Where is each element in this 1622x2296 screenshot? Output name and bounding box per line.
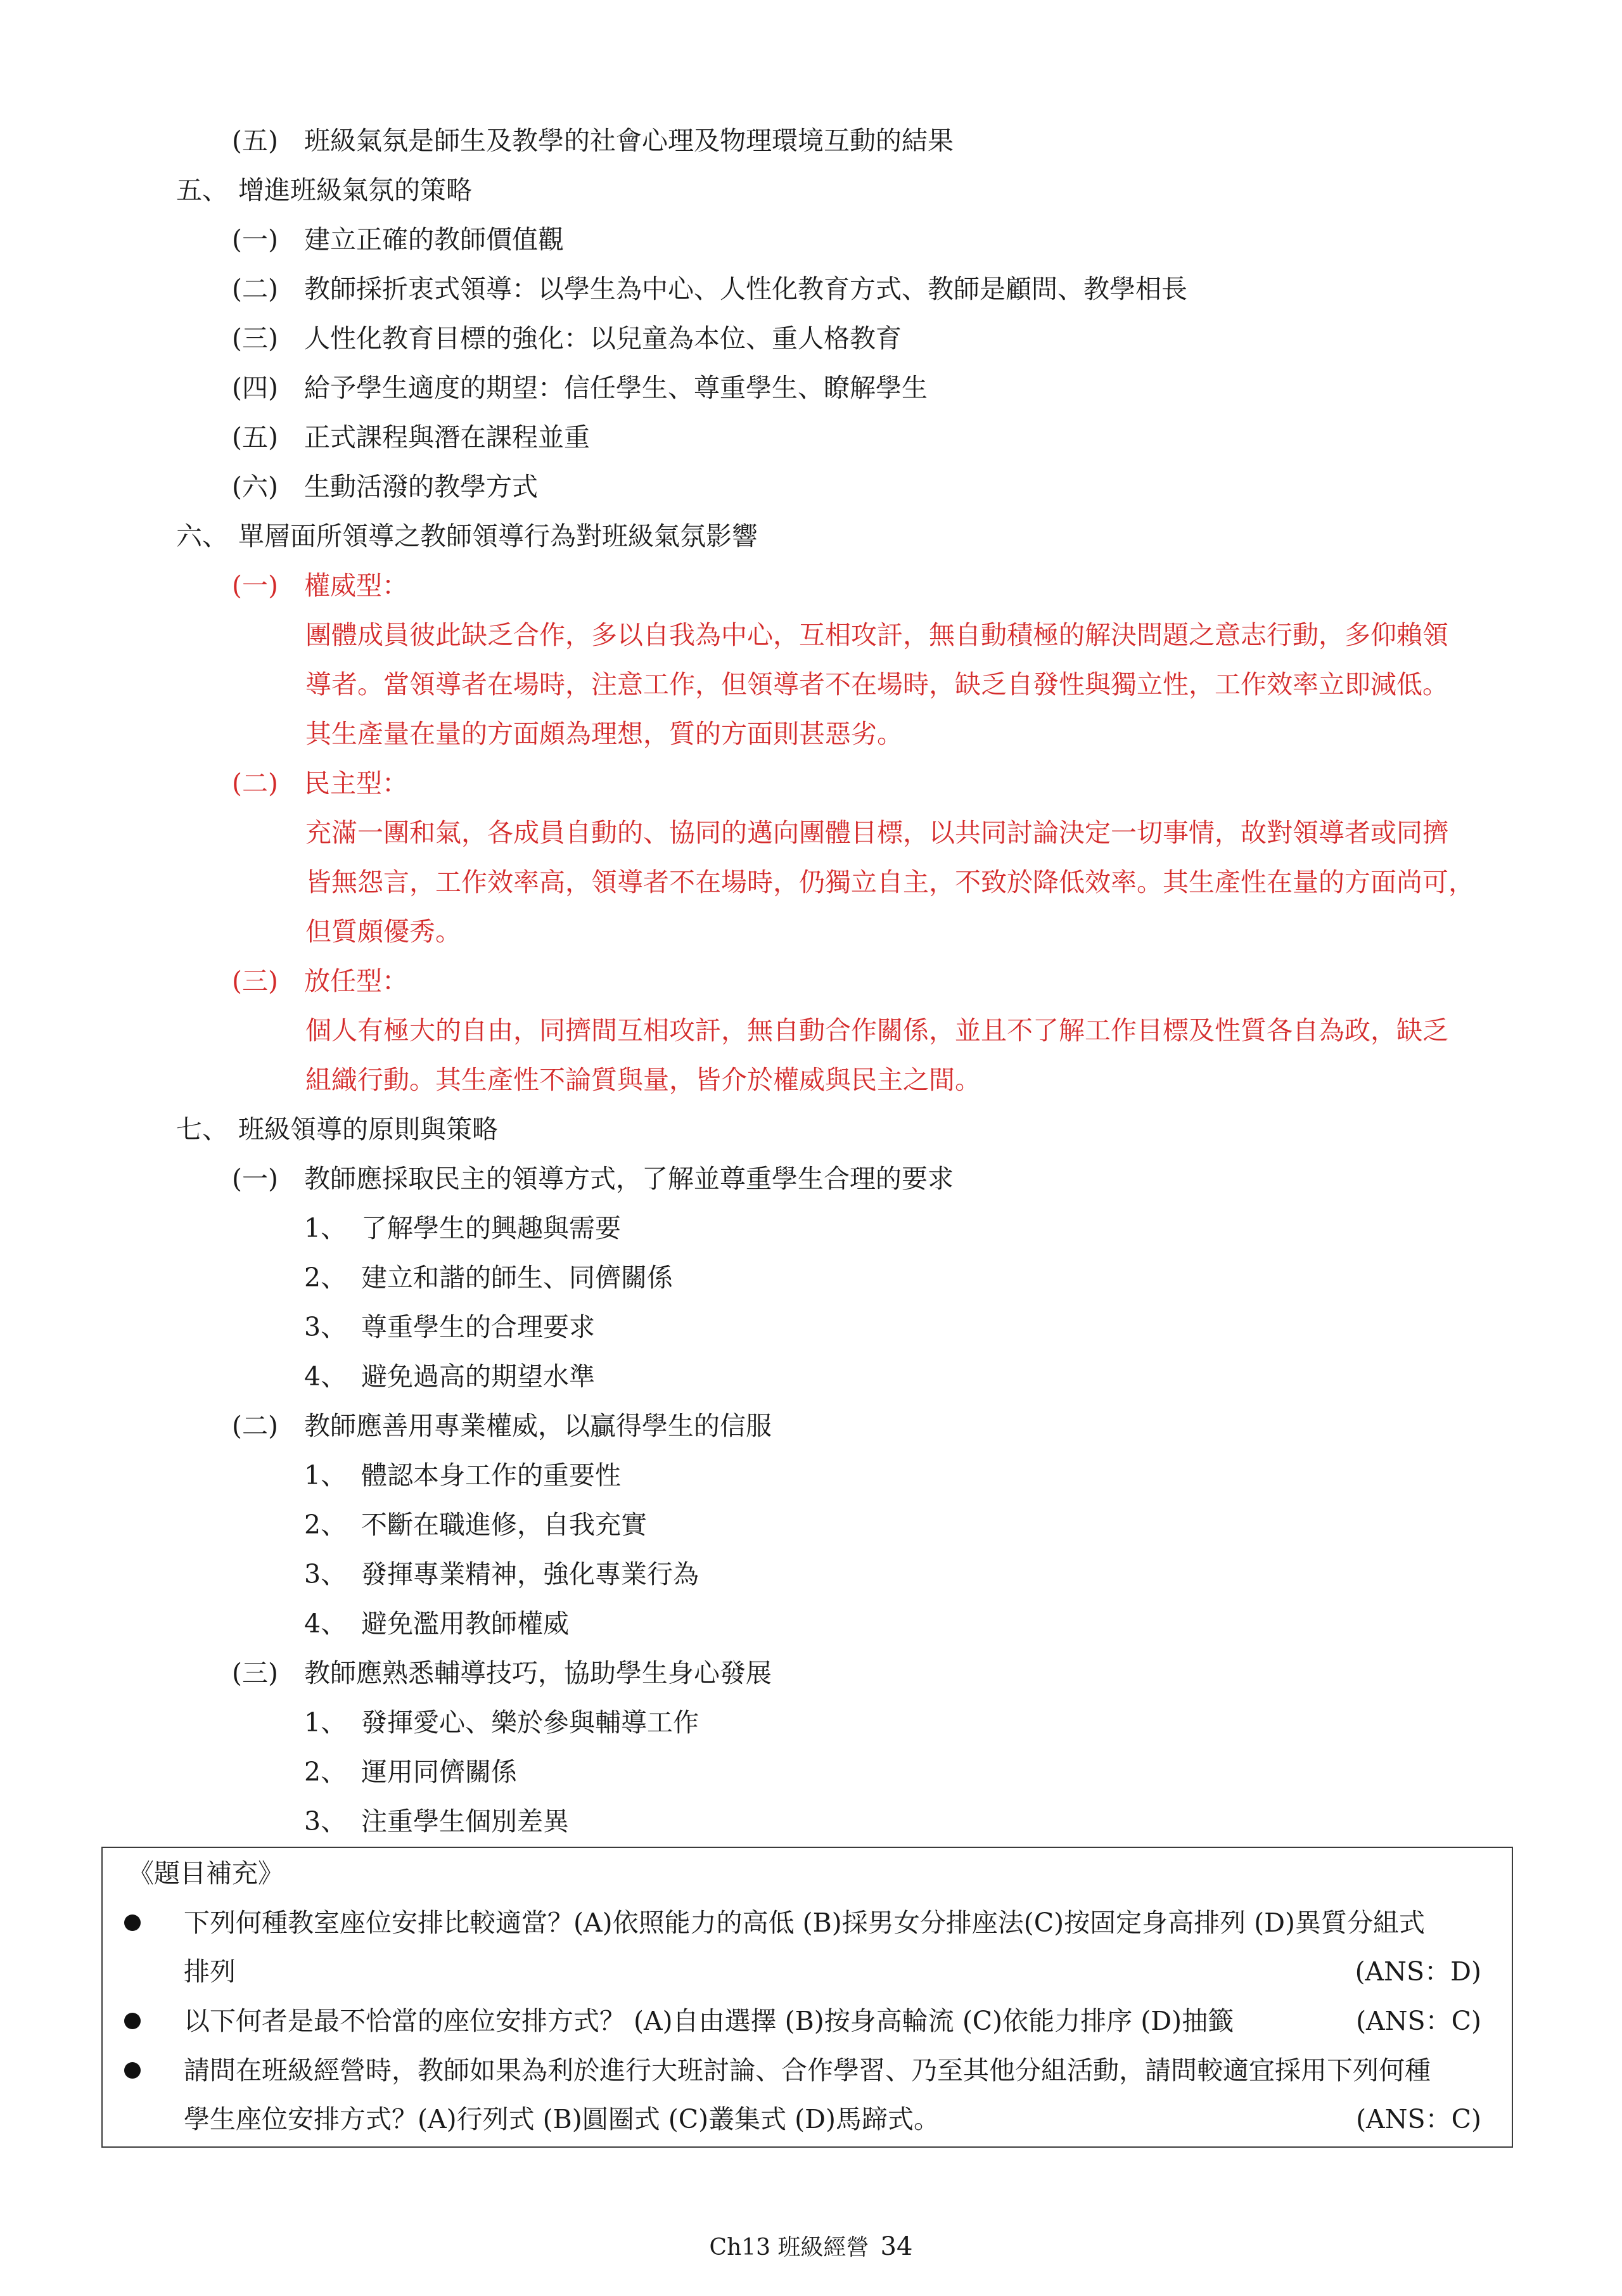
outline-item	[232, 271, 1187, 307]
outline-item	[232, 420, 590, 455]
outline-text: 人性化教育目標的強化：以兒童為本位、重人格教育	[304, 323, 902, 354]
question-text: 以下何者是最不恰當的座位安排方式？ (A)自由選擇 (B)按身高輪流 (C)依能力排序 (D)抽籤	[184, 2006, 1234, 2036]
outline-marker: (二)	[232, 768, 278, 798]
number-marker: 1、	[304, 1213, 347, 1243]
numbered-item	[304, 1458, 621, 1493]
section-heading	[176, 518, 758, 554]
number-marker: 4、	[304, 1361, 347, 1392]
question-text: 下列何種教室座位安排比較適當？(A)依照能力的高低 (B)採男女分排座法(C)按固定身高排列 (D)異質分組式	[184, 1908, 1426, 1938]
outline-text: 教師採折衷式領導：以學生為中心、人性化教育方式、教師是顧問、教學相長	[304, 274, 1187, 304]
section-marker: 七、	[176, 1114, 228, 1145]
answer-label: (ANS：C)	[1356, 2006, 1481, 2036]
paragraph-line: 其生產量在量的方面頗為理想，質的方面則甚惡劣。	[305, 719, 903, 749]
number-marker: 3、	[304, 1559, 347, 1589]
outline-item	[232, 1161, 954, 1196]
numbered-text: 了解學生的興趣與需要	[361, 1213, 621, 1243]
numbered-text: 體認本身工作的重要性	[361, 1460, 621, 1491]
outline-text: 生動活潑的教學方式	[304, 471, 538, 502]
section-marker: 五、	[176, 175, 228, 205]
section-heading	[176, 172, 472, 208]
outline-marker: (五)	[232, 422, 278, 452]
supplement-box	[101, 1847, 1513, 2148]
outline-item	[232, 1655, 772, 1691]
outline-text: 正式課程與潛在課程並重	[304, 422, 590, 452]
outline-text: 民主型：	[304, 768, 408, 798]
numbered-text: 建立和諧的師生、同儕關係	[361, 1262, 673, 1293]
number-marker: 3、	[304, 1312, 347, 1342]
outline-marker: (二)	[232, 1411, 278, 1441]
number-marker: 3、	[304, 1806, 347, 1837]
number-marker: 1、	[304, 1707, 347, 1738]
outline-marker: (四)	[232, 373, 278, 403]
outline-text: 教師應採取民主的領導方式，了解並尊重學生合理的要求	[304, 1164, 954, 1194]
outline-marker: (三)	[232, 966, 278, 996]
bullet-icon	[124, 2013, 141, 2029]
section-title: 增進班級氣氛的策略	[238, 175, 472, 205]
supplement-title: 《題目補充》	[128, 1858, 284, 1889]
numbered-item	[304, 1507, 647, 1542]
leadership-type-heading	[232, 766, 408, 801]
outline-marker: (五)	[232, 125, 278, 156]
question-text-continued: 學生座位安排方式？(A)行列式 (B)圓圈式 (C)叢集式 (D)馬蹄式。	[184, 2104, 940, 2134]
answer-label: (ANS：C)	[1356, 2104, 1481, 2134]
numbered-item	[304, 1260, 673, 1295]
numbered-item	[304, 1754, 517, 1790]
paragraph-line: 團體成員彼此缺乏合作，多以自我為中心，互相攻訐，無自動積極的解決問題之意志行動，多仰賴領	[305, 620, 1448, 650]
outline-text: 權威型：	[304, 570, 408, 601]
numbered-item	[304, 1606, 569, 1641]
outline-item	[232, 123, 954, 158]
numbered-text: 注重學生個別差異	[361, 1806, 569, 1837]
section-heading	[176, 1112, 498, 1147]
outline-marker: (一)	[232, 1164, 278, 1194]
numbered-item	[304, 1804, 569, 1839]
outline-marker: (三)	[232, 323, 278, 354]
paragraph-line: 皆無怨言，工作效率高，領導者不在場時，仍獨立自主，不致於降低效率。其生產性在量的方面尚可，	[305, 867, 1474, 897]
paragraph-line: 個人有極大的自由，同擠間互相攻訐，無自動合作關係，並且不了解工作目標及性質各自為政，缺乏	[305, 1015, 1448, 1046]
section-title: 班級領導的原則與策略	[238, 1114, 498, 1145]
outline-marker: (一)	[232, 570, 278, 601]
section-title: 單層面所領導之教師領導行為對班級氣氛影響	[238, 521, 758, 551]
number-marker: 2、	[304, 1757, 347, 1787]
question-text: 請問在班級經營時，教師如果為利於進行大班討論、合作學習、乃至其他分組活動，請問較適宜採用下列何種	[184, 2055, 1431, 2086]
numbered-item	[304, 1705, 699, 1740]
outline-text: 放任型：	[304, 966, 408, 996]
outline-item	[232, 1408, 772, 1444]
numbered-text: 不斷在職進修，自我充實	[361, 1510, 647, 1540]
paragraph-line: 導者。當領導者在場時，注意工作，但領導者不在場時，缺乏自發性與獨立性，工作效率立即減低。	[305, 669, 1448, 700]
outline-item	[232, 222, 564, 257]
section-marker: 六、	[176, 521, 228, 551]
outline-text: 給予學生適度的期望：信任學生、尊重學生、瞭解學生	[304, 373, 928, 403]
numbered-item	[304, 1359, 595, 1394]
numbered-text: 避免濫用教師權威	[361, 1608, 569, 1639]
outline-text: 教師應熟悉輔導技巧，協助學生身心發展	[304, 1658, 772, 1688]
paragraph-line: 但質頗優秀。	[305, 916, 461, 947]
outline-text: 班級氣氛是師生及教學的社會心理及物理環境互動的結果	[304, 125, 954, 156]
chapter-label: Ch13 班級經營	[709, 2235, 869, 2261]
outline-text: 建立正確的教師價值觀	[304, 224, 564, 255]
outline-marker: (三)	[232, 1658, 278, 1688]
numbered-item	[304, 1210, 621, 1246]
numbered-text: 尊重學生的合理要求	[361, 1312, 595, 1342]
number-marker: 4、	[304, 1608, 347, 1639]
number-marker: 2、	[304, 1262, 347, 1293]
answer-label: (ANS：D)	[1355, 1956, 1481, 1987]
outline-item	[232, 370, 928, 406]
bullet-icon	[124, 2062, 141, 2079]
outline-marker: (六)	[232, 471, 278, 502]
numbered-item	[304, 1556, 699, 1592]
numbered-text: 發揮專業精神，強化專業行為	[361, 1559, 699, 1589]
paragraph-line: 充滿一團和氣，各成員自動的、協同的邁向團體目標，以共同討論決定一切事情，故對領導者或同擠	[305, 818, 1448, 848]
leadership-type-heading	[232, 963, 408, 999]
paragraph-line: 組織行動。其生產性不論質與量，皆介於權威與民主之間。	[305, 1065, 981, 1095]
outline-marker: (一)	[232, 224, 278, 255]
number-marker: 2、	[304, 1510, 347, 1540]
question-text-continued: 排列	[184, 1956, 236, 1987]
numbered-text: 運用同儕關係	[361, 1757, 517, 1787]
numbered-text: 避免過高的期望水準	[361, 1361, 595, 1392]
outline-item	[232, 321, 902, 356]
outline-item	[232, 469, 538, 504]
outline-marker: (二)	[232, 274, 278, 304]
outline-text: 教師應善用專業權威，以贏得學生的信服	[304, 1411, 772, 1441]
numbered-item	[304, 1309, 595, 1345]
leadership-type-heading	[232, 568, 408, 603]
page-footer	[0, 2231, 1622, 2264]
numbered-text: 發揮愛心、樂於參與輔導工作	[361, 1707, 699, 1738]
page-number: 34	[880, 2232, 913, 2261]
number-marker: 1、	[304, 1460, 347, 1491]
bullet-icon	[124, 1914, 141, 1931]
